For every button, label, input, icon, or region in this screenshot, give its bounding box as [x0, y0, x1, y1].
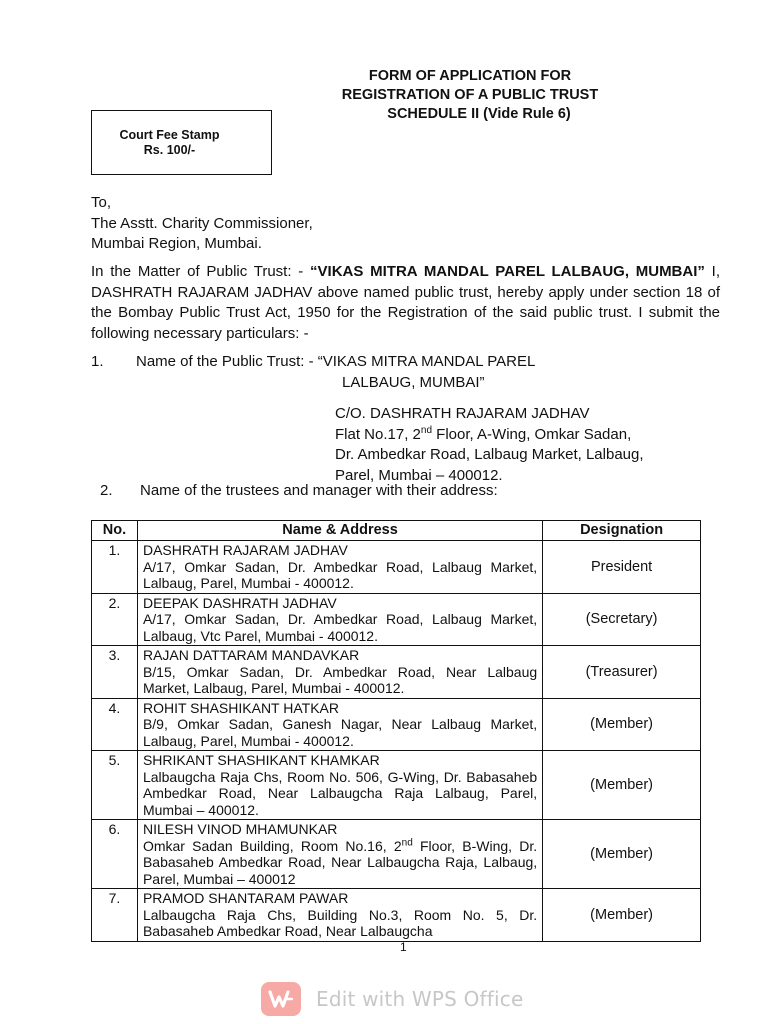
- row-name-address: [137, 889, 542, 942]
- addressee-region: Mumbai Region, Mumbai.: [91, 235, 262, 252]
- trustee-name: ROHIT SHASHIKANT HATKAR: [142, 699, 339, 716]
- stamp-label: Court Fee Stamp: [119, 128, 220, 142]
- row-name-address: [137, 820, 542, 889]
- addressee-title: The Asstt. Charity Commissioner,: [91, 214, 313, 232]
- row-name-address: [137, 698, 542, 751]
- trustee-name: PRAMOD SHANTARAM PAWAR: [142, 890, 349, 906]
- trustee-address: B/15, Omkar Sadan, Dr. Ambedkar Road, Near Lalbaug Market, Lalbaug, Parel, Mumbai - 400012.: [142, 663, 538, 696]
- table-row: [92, 820, 701, 889]
- row-number: 6.: [92, 820, 138, 889]
- trustees-table: [91, 520, 701, 942]
- trustee-name: DEEPAK DASHRATH JADHAV: [142, 594, 337, 611]
- item-1-label-continued: LALBAUG, MUMBAI”: [342, 373, 485, 391]
- matter-paragraph: [91, 262, 720, 344]
- table-row: [92, 698, 701, 751]
- matter-body: I, DASHRATH RAJARAM JADHAV above named public trust, hereby apply under section 18 of the Bombay Public Trust Act, 1950 for the Registration of the said public trust. I submit the following necessary particulars: -: [91, 263, 720, 342]
- court-fee-stamp-box: [91, 110, 272, 175]
- addressee-salutation: To,: [91, 194, 112, 211]
- care-of-address: [335, 404, 644, 486]
- page-number: 1: [400, 940, 407, 954]
- care-of-line-1: C/O. DASHRATH RAJARAM JADHAV: [335, 405, 590, 422]
- table-row: [92, 646, 701, 699]
- table-row: [92, 889, 701, 942]
- trustee-address: A/17, Omkar Sadan, Dr. Ambedkar Road, Lalbaug Market, Lalbaug, Vtc Parel, Mumbai - 400012.: [142, 611, 538, 644]
- trustee-name: NILESH VINOD MHAMUNKAR: [142, 821, 338, 837]
- trustee-address: B/9, Omkar Sadan, Ganesh Nagar, Near Lalbaug Market, Lalbaug, Parel, Mumbai - 400012.: [142, 716, 538, 749]
- row-name-address: [137, 646, 542, 699]
- care-of-line-4: Parel, Mumbai – 400012.: [335, 466, 503, 484]
- row-designation: (Treasurer): [543, 646, 701, 699]
- wps-watermark[interactable]: [261, 981, 523, 1017]
- row-designation: (Secretary): [543, 593, 701, 646]
- row-number: 1.: [92, 541, 138, 594]
- care-of-line-3: Dr. Ambedkar Road, Lalbaug Market, Lalbaug,: [335, 446, 644, 463]
- item-2-number: 2.: [100, 482, 113, 499]
- document-title: [300, 67, 640, 124]
- header-no: No.: [92, 521, 138, 541]
- item-2-trustees-heading: [100, 481, 498, 502]
- row-number: 7.: [92, 889, 138, 942]
- trustee-address: Omkar Sadan Building, Room No.16, 2nd Floor, B-Wing, Dr. Babasaheb Ambedkar Road, Near Lalbaugcha Raja, Lalbaug, Parel, Mumbai – 400012: [142, 836, 538, 887]
- trustee-name: SHRIKANT SHASHIKANT KHAMKAR: [142, 752, 380, 768]
- row-name-address: [137, 541, 542, 594]
- title-line-3: SCHEDULE II (Vide Rule 6): [387, 106, 571, 122]
- trustee-address: Lalbaugcha Raja Chs, Building No.3, Room No. 5, Dr. Babasaheb Ambedkar Road, Near Lalbaugcha: [142, 906, 538, 939]
- table-header-row: [92, 521, 701, 541]
- row-number: 2.: [92, 593, 138, 646]
- row-number: 3.: [92, 646, 138, 699]
- item-1-number: 1.: [91, 353, 104, 370]
- title-line-2: REGISTRATION OF A PUBLIC TRUST: [341, 87, 599, 103]
- wps-logo-icon: [261, 982, 301, 1016]
- item-2-label: Name of the trustees and manager with their address:: [140, 482, 498, 499]
- row-name-address: [137, 593, 542, 646]
- row-designation: President: [543, 541, 701, 594]
- matter-prefix: In the Matter of Public Trust: -: [91, 263, 311, 280]
- table-row: [92, 593, 701, 646]
- trustee-address: Lalbaugcha Raja Chs, Room No. 506, G-Wing, Dr. Babasaheb Ambedkar Road, Near Lalbaugcha Raja Lalbaug, Parel, Mumbai – 400012.: [142, 768, 538, 818]
- matter-trust-name: “VIKAS MITRA MANDAL PAREL LALBAUG, MUMBAI”: [310, 263, 705, 280]
- trustee-address: A/17, Omkar Sadan, Dr. Ambedkar Road, Lalbaug Market, Lalbaug, Parel, Mumbai - 400012.: [142, 558, 538, 591]
- row-name-address: [137, 751, 542, 820]
- table-row: [92, 541, 701, 594]
- trustee-name: DASHRATH RAJARAM JADHAV: [142, 542, 348, 558]
- stamp-amount: Rs. 100/-: [143, 143, 196, 157]
- row-number: 4.: [92, 698, 138, 751]
- table-row: [92, 751, 701, 820]
- wps-watermark-text: Edit with WPS Office: [316, 987, 524, 1011]
- header-designation: Designation: [543, 521, 701, 541]
- row-designation: (Member): [543, 820, 701, 889]
- trustee-name: RAJAN DATTARAM MANDAVKAR: [142, 647, 360, 663]
- row-designation: (Member): [543, 889, 701, 942]
- row-designation: (Member): [543, 751, 701, 820]
- title-line-1: FORM OF APPLICATION FOR: [368, 68, 572, 84]
- addressee-block: [91, 193, 313, 255]
- item-1-label: Name of the Public Trust: - “VIKAS MITRA MANDAL PAREL: [136, 353, 536, 370]
- header-name-address: Name & Address: [137, 521, 542, 541]
- row-designation: (Member): [543, 698, 701, 751]
- row-number: 5.: [92, 751, 138, 820]
- care-of-line-2: Flat No.17, 2nd Floor, A-Wing, Omkar Sadan,: [335, 424, 632, 443]
